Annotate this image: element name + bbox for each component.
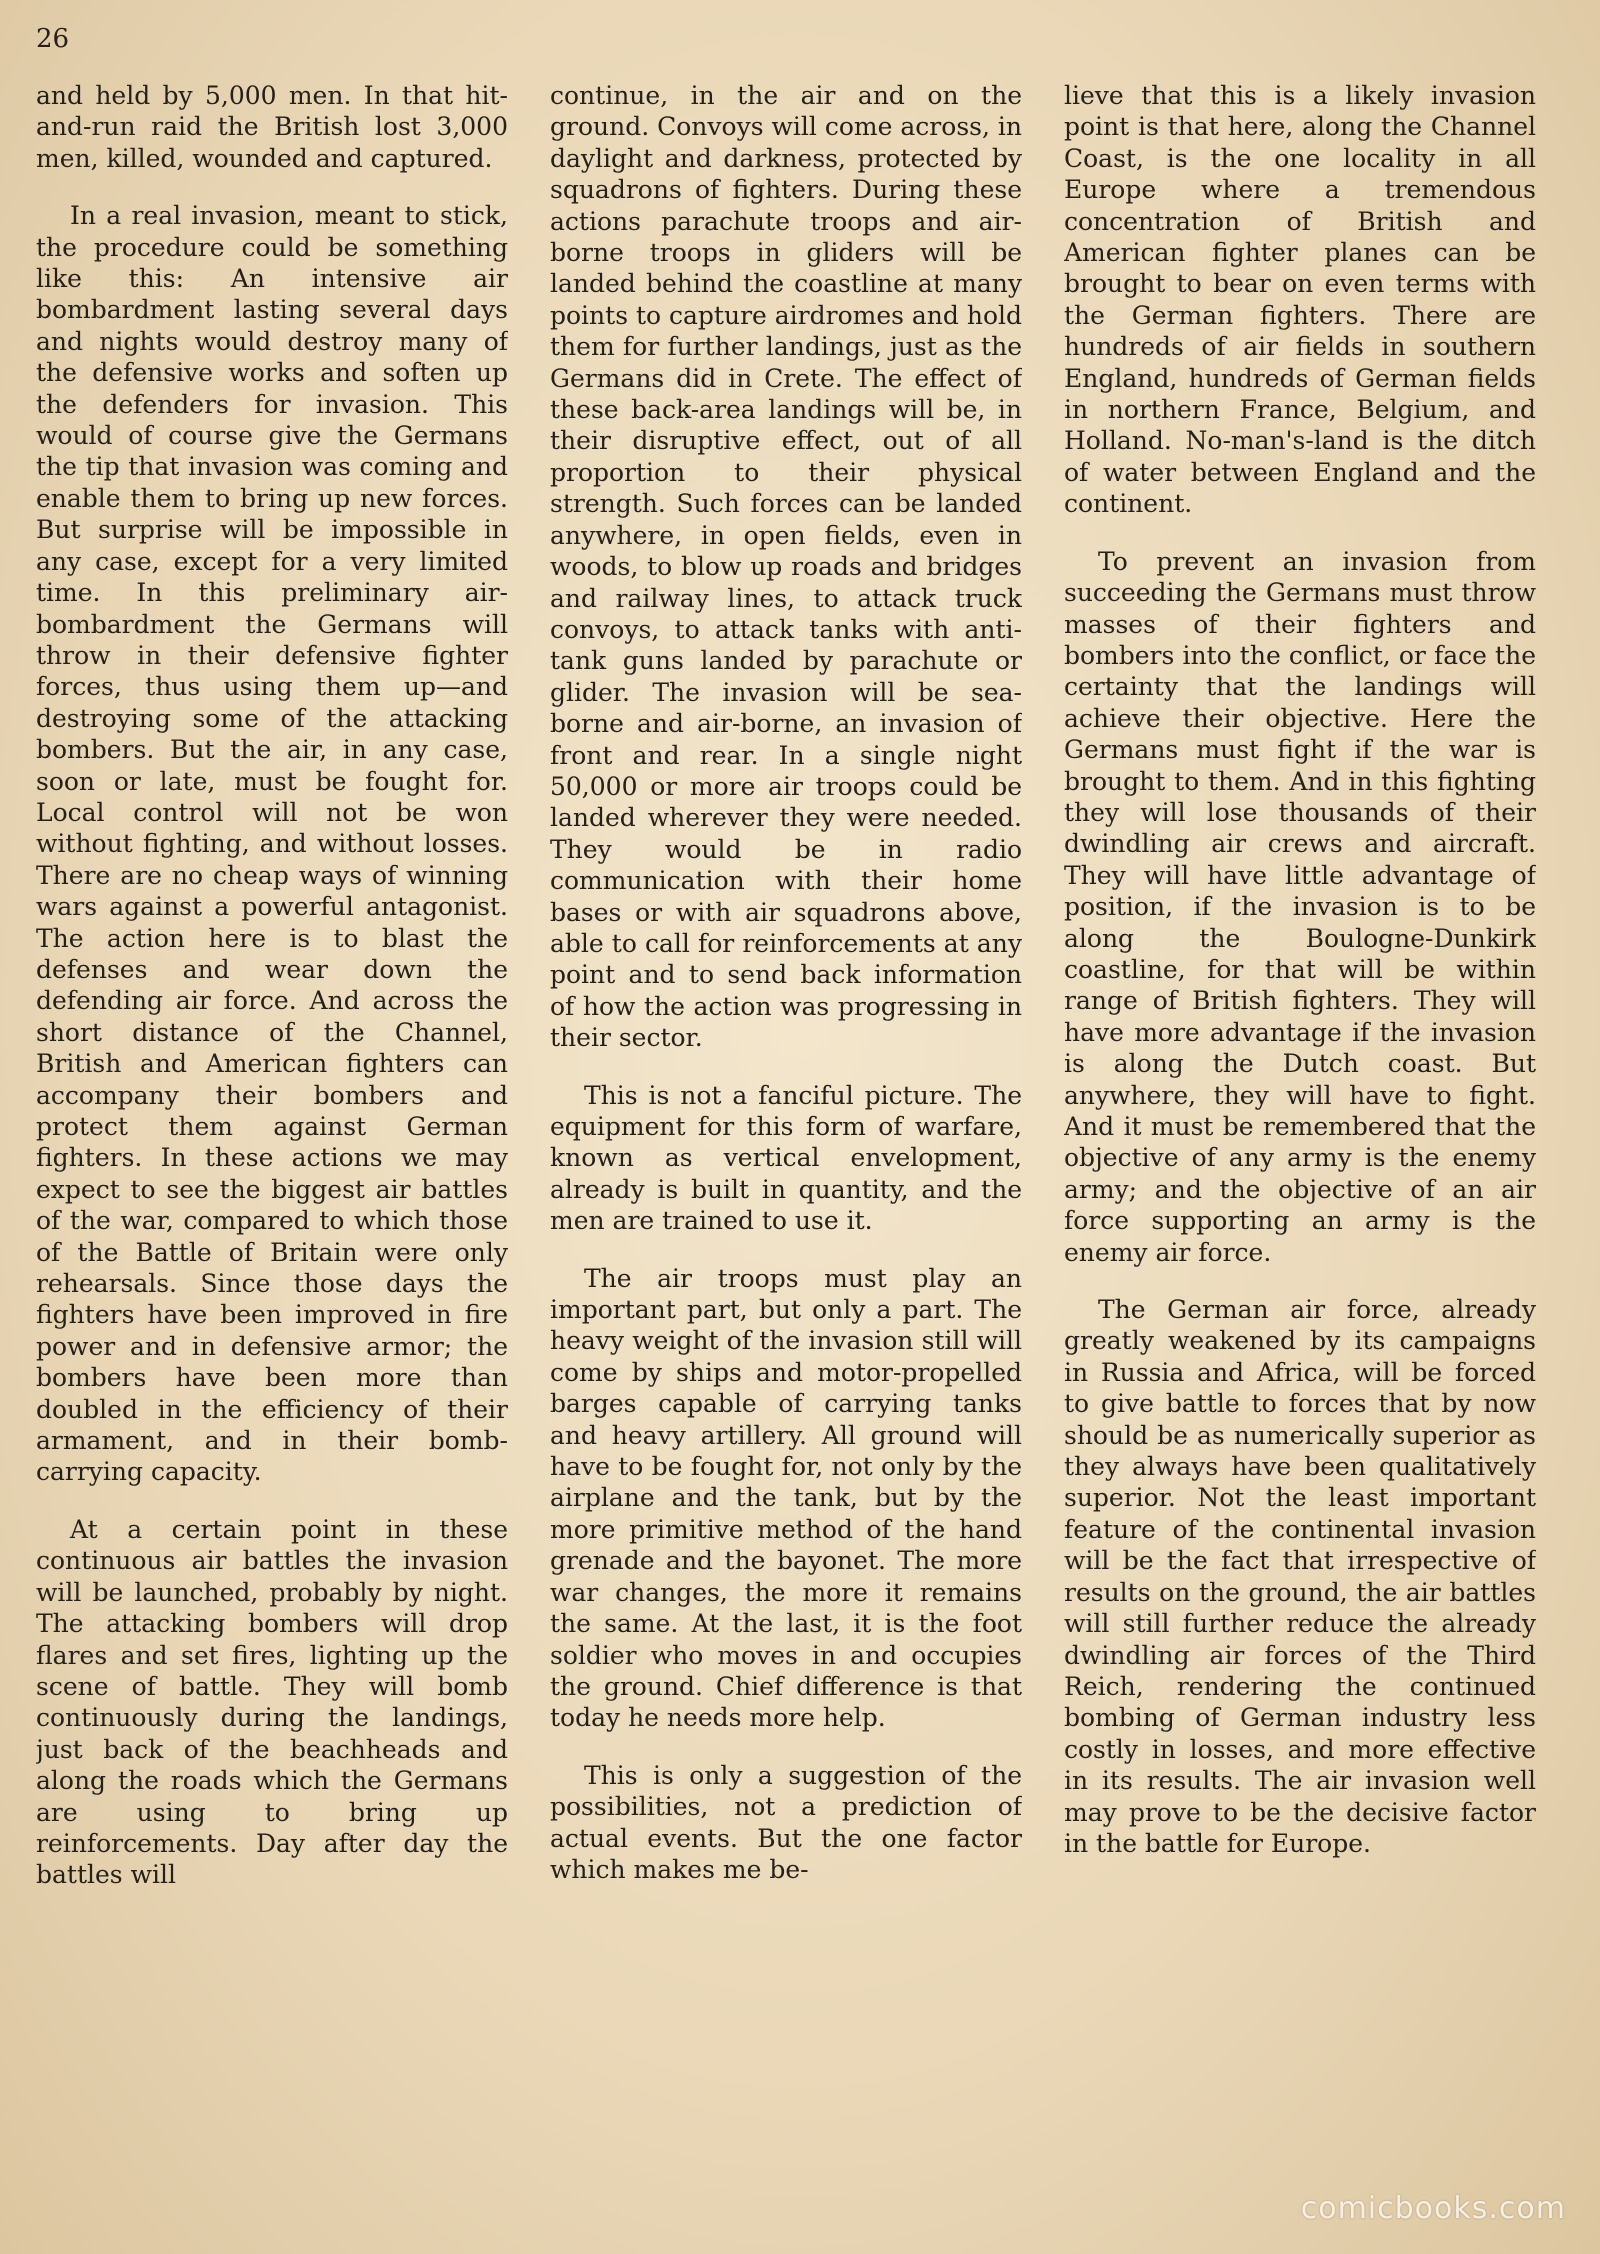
paragraph: lieve that this is a likely invasion point is that here, along the Channel Coast, is the one locality in all Europe where a tremendous concentration of British and American fighter planes can be brought to bear on even terms with the German fighters. There are hundreds of air fields in southern England, hundreds of German fields in northern France, Belgium, and Holland. No-man's-land is the ditch of water between England and the continent. <box>1064 81 1536 519</box>
article-columns <box>36 80 1536 2130</box>
paragraph: To prevent an invasion from succeeding the Germans must throw masses of their fighters and bombers into the conflict, or face the certainty that the landings will achieve their objective. Here the Germans must fight if the war is brought to them. And in this fighting they will lose thousands of their dwindling air crews and aircraft. They will have little advantage of position, if the invasion is to be along the Boulogne-Dunkirk coastline, for that will be within range of British fighters. They will have more advantage if the invasion is along the Dutch coast. But anywhere, they will have to fight. And it must be remembered that the objective of any army is the enemy army; and the objective of an air force supporting an army is the enemy air force. <box>1064 546 1536 1267</box>
paragraph: In a real invasion, meant to stick, the procedure could be something like this: An intensive air bombardment lasting several days and nights would destroy many of the defensive works and soften up the defenders for invasion. This would of course give the Germans the tip that invasion was coming and enable them to bring up new forces. But surprise will be impossible in any case, except for a very limited time. In this preliminary air-bombardment the Germans will throw in their defensive fighter forces, thus using them up—and destroying some of the attacking bombers. But the air, in any case, soon or late, must be fought for. Local control will not be won without fighting, and without losses. There are no cheap ways of winning wars against a powerful antagonist. The action here is to blast the defenses and wear down the defending air force. And across the short distance of the Channel, British and American fighters can accompany their bombers and protect them against German fighters. In these actions we may expect to see the biggest air battles of the war, compared to which those of the Battle of Britain were only rehearsals. Since those days the fighters have been improved in fire power and in defensive armor; the bombers have been more than doubled in the efficiency of their armament, and in their bomb-carrying capacity. <box>36 201 508 1487</box>
column-2 <box>550 80 1022 2130</box>
paragraph: continue, in the air and on the ground. Convoys will come across, in daylight and darkness, protected by squadrons of fighters. During these actions parachute troops and air-borne troops in gliders will be landed behind the coastline at many points to capture airdromes and hold them for further landings, just as the Germans did in Crete. The effect of these back-area landings will be, in their disruptive effect, out of all proportion to their physical strength. Such forces can be landed anywhere, in open fields, even in woods, to blow up roads and bridges and railway lines, to attack truck convoys, to attack tanks with anti-tank guns landed by parachute or glider. The invasion will be sea-borne and air-borne, an invasion of front and rear. In a single night 50,000 or more air troops could be landed wherever they were needed. They would be in radio communication with their home bases or with air squadrons above, able to call for reinforcements at any point and to send back information of how the action was progressing in their sector. <box>550 81 1022 1053</box>
paragraph: This is not a fanciful picture. The equipment for this form of warfare, known as vertical envelopment, already is built in quantity, and the men are trained to use it. <box>550 1080 1022 1236</box>
watermark: comicbooks.com <box>1300 2191 1566 2226</box>
paragraph: The air troops must play an important part, but only a part. The heavy weight of the invasion still will come by ships and motor-propelled barges capable of carrying tanks and heavy artillery. All ground will have to be fought for, not only by the airplane and the tank, but by the more primitive method of the hand grenade and the bayonet. The more war changes, the more it remains the same. At the last, it is the foot soldier who moves in and occupies the ground. Chief difference is that today he needs more help. <box>550 1263 1022 1733</box>
page-number: 26 <box>36 24 70 54</box>
paragraph: and held by 5,000 men. In that hit-and-run raid the British lost 3,000 men, killed, wounded and captured. <box>36 81 508 173</box>
column-1 <box>36 80 508 2130</box>
column-3 <box>1064 80 1536 2130</box>
paragraph: The German air force, already greatly weakened by its campaigns in Russia and Africa, will be forced to give battle to forces that by now should be as numerically superior as they always have been qualitatively superior. Not the least important feature of the continental invasion will be the fact that irrespective of results on the ground, the air battles will still further reduce the already dwindling air forces of the Third Reich, rendering the continued bombing of German industry less costly in losses, and more effective in its results. The air invasion well may prove to be the decisive factor in the battle for Europe. <box>1064 1295 1536 1858</box>
paragraph: At a certain point in these continuous air battles the invasion will be launched, probably by night. The attacking bombers will drop flares and set fires, lighting up the scene of battle. They will bomb continuously during the landings, just back of the beachheads and along the roads which the Germans are using to bring up reinforcements. Day after day the battles will <box>36 1514 508 1890</box>
paragraph: This is only a suggestion of the possibilities, not a prediction of actual events. But the one factor which makes me be- <box>550 1760 1022 1884</box>
